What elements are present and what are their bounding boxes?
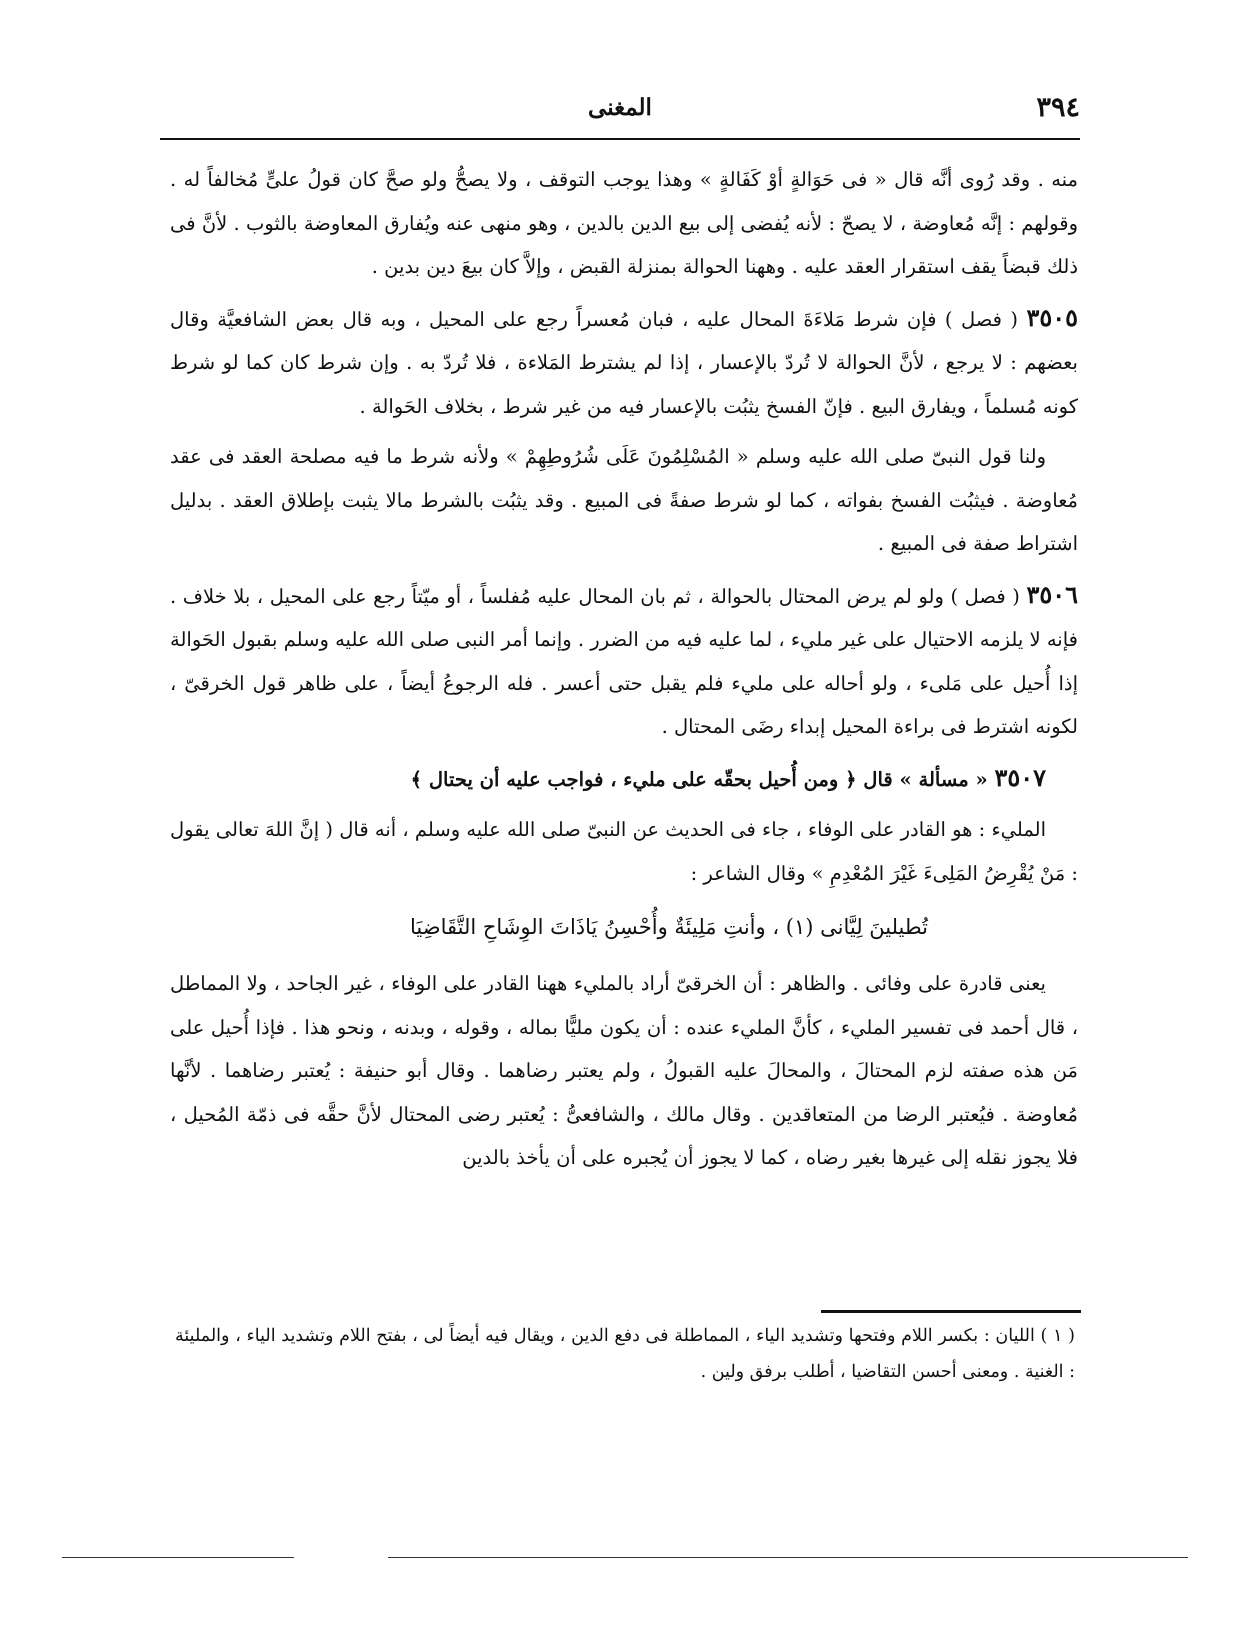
- bottom-rule: [388, 1557, 1188, 1558]
- bottom-rule: [62, 1557, 294, 1558]
- page-header: [160, 92, 1080, 132]
- paragraph-masala: [170, 756, 1078, 802]
- paragraph-text: ولنا قول النبىّ صلى الله عليه وسلم « المُسْلِمُونَ عَلَى شُرُوطِهِمْ » ولأنه شرط ما فيه مصلحة العقد فى عقد مُعاوضة . فيثبُت الفسخ بفواته ، كما لو شرط صفةً فى المبيع . وقد يثبُت بالشرط مالا يثبت بإطلاق العقد . بدليل اشتراط صفة فى المبيع .: [170, 445, 1078, 555]
- body-text: [170, 158, 1078, 1187]
- paragraph: [170, 962, 1078, 1180]
- section-number: ٣٥٠٧: [994, 762, 1046, 792]
- paragraph-text: المليء : هو القادر على الوفاء ، جاء فى الحديث عن النبىّ صلى الله عليه وسلم ، أنه قال ( إنَّ اللهَ تعالى يقول : مَنْ يُقْرِضُ المَلِىءَ غَيْرَ المُعْدِمِ » وقال الشاعر :: [170, 818, 1078, 885]
- poetry-verse: تُطيلينَ لِيَّانى (١) ، وأنتِ مَلِيئَةٌ وأُحْسِنُ يَاذَاتَ الوِشَاحِ التَّقَاضِيَا: [410, 915, 928, 939]
- paragraph: [170, 573, 1078, 749]
- header-rule: [160, 138, 1080, 140]
- page-number: ٣٩٤: [1036, 92, 1080, 123]
- footnote: ( ١ ) الليان : بكسر اللام وفتحها وتشديد الياء ، المماطلة فى دفع الدين ، ويقال فيه أيضاً لى ، بفتح اللام وتشديد الياء ، والمليئة : الغنية . ومعنى أحسن التقاضيا ، أطلب برفق ولين .: [175, 1326, 1076, 1382]
- section-number: ٣٥٠٦: [1026, 579, 1078, 609]
- paragraph: [170, 808, 1078, 895]
- paragraph-text: « مسألة » قال ﴿ ومن أُحيل بحقّه على مليء ، فواجب عليه أن يحتال ﴾: [410, 767, 988, 791]
- paragraph: [170, 296, 1078, 429]
- paragraph-text: ( فصل ) ولو لم يرض المحتال بالحوالة ، ثم بان المحال عليه مُفلساً ، أو ميّتاً رجع على المحيل ، بلا خلاف . فإنه لا يلزمه الاحتيال على غير مليء ، لما عليه فيه من الضرر . وإنما أمر النبى صلى الله عليه وسلم بقبول الحَوالة إذا أُحيل على مَلىء ، ولو أحاله على مليء فلم يقبل حتى أعسر . فله الرجوعُ أيضاً ، على ظاهر قول الخرقىّ ، لكونه اشترط فى براءة المحيل إبداء رضَى المحتال .: [170, 584, 1078, 738]
- paragraph: [170, 435, 1078, 566]
- paragraph-text: ( فصل ) فإن شرط مَلاءَةَ المحال عليه ، فبان مُعسراً رجع على المحيل ، وبه قال بعض الشافعيَّة وقال بعضهم : لا يرجع ، لأنَّ الحوالة لا تُردّ بالإعسار ، إذا لم يشترط المَلاءة ، فلا تُردّ به . وإن شرط كان كما لو شرط كونه مُسلماً ، ويفارق البيع . فإنّ الفسخ يثبُت بالإعسار فيه من غير شرط ، بخلاف الحَوالة .: [170, 307, 1078, 418]
- paragraph: [170, 158, 1078, 289]
- section-number: ٣٥٠٥: [1026, 302, 1078, 332]
- paragraph-text: يعنى قادرة على وفائى . والظاهر : أن الخرقىّ أراد بالمليء ههنا القادر على الوفاء ، غير الجاحد ، ولا المماطل ، قال أحمد فى تفسير المليء ، كأنَّ المليء عنده : أن يكون مليًّا بماله ، وقوله ، وبدنه ، ونحو هذا . فإذا أُحيل على مَن هذه صفته لزم المحتالَ ، والمحالَ عليه القبولُ ، ولم يعتبر رضاهما . وقال أبو حنيفة : يُعتبر رضاهما . لأنَّها مُعاوضة . فيُعتبر الرضا من المتعاقدين . وقال مالك ، والشافعىُّ : يُعتبر رضى المحتال لأنَّ حقَّه فى ذمّة المُحيل ، فلا يجوز نقله إلى غيرها بغير رضاه ، كما لا يجوز أن يُجبره على أن يأخذ بالدين: [170, 972, 1078, 1169]
- footnote-rule: [821, 1310, 1081, 1313]
- paragraph-text: منه . وقد رُوى أنَّه قال « فى حَوَالةٍ أوْ كَفَالةٍ » وهذا يوجب التوقف ، ولا يصحُّ ولو صحَّ كان قولُ علىٍّ مُخالفاً له . وقولهم : إنَّه مُعاوضة ، لا يصحّ : لأنه يُفضى إلى بيع الدين بالدين ، وهو منهى عنه ويُفارق المعاوضة بالثوب . لأنَّ فى ذلك قبضاً يقف استقرار العقد عليه . وههنا الحوالة بمنزلة القبض ، وإلاَّ كان بيعَ دين بدين .: [170, 168, 1078, 278]
- running-title: المغنى: [588, 94, 652, 121]
